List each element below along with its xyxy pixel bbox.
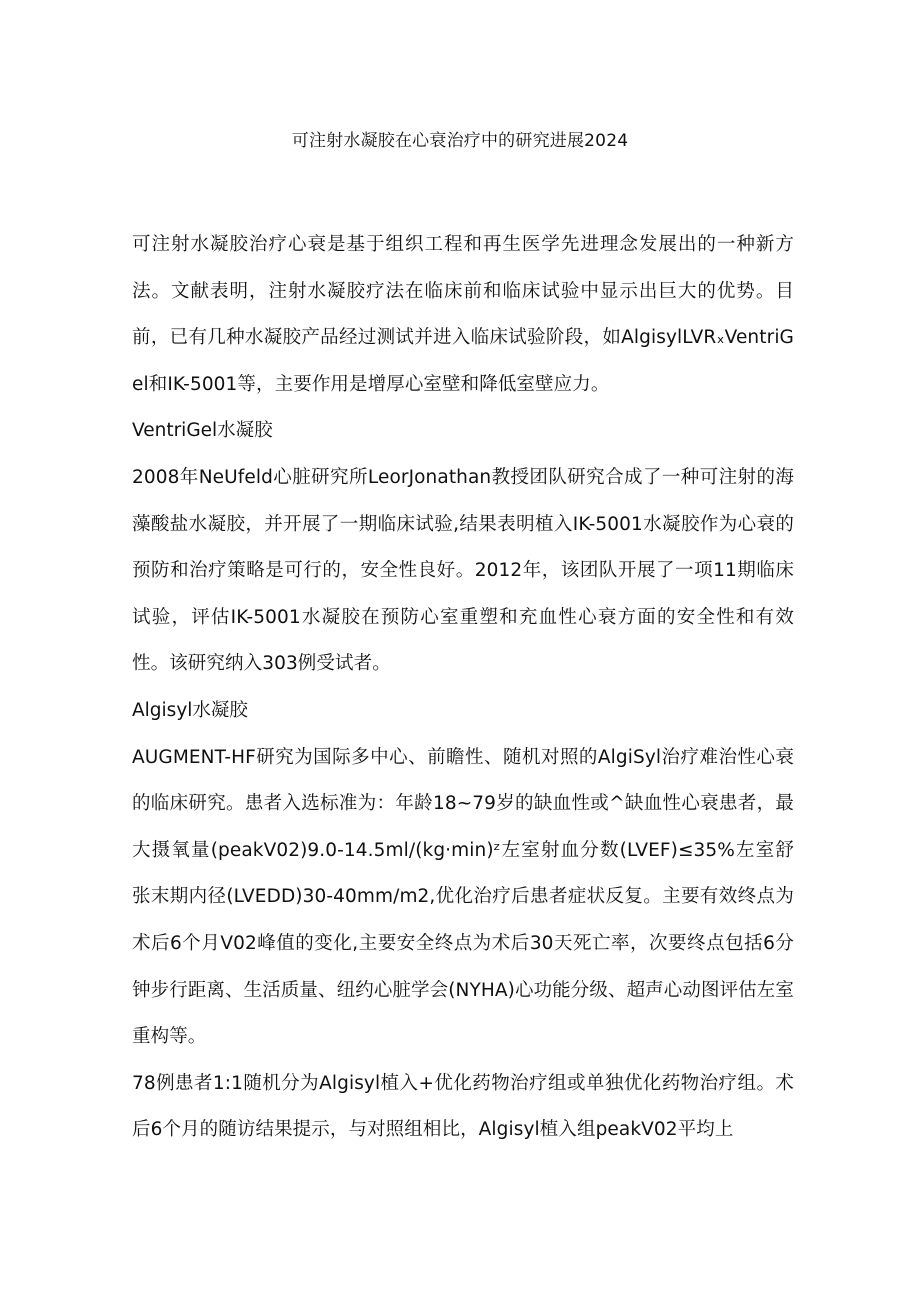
paragraph-ventrigel: 2008年NeUfeld心脏研究所LeorJonathan教授团队研究合成了一种可注射的海藻酸盐水凝胶，并开展了一期临床试验,结果表明植入IK-5001水凝胶作为心衰的预防和治疗策略是可行的，安全性良好。2012年，该团队开展了一项11期临床试验，评估IK-5001水凝胶在预防心室重塑和充血性心衰方面的安全性和有效性。该研究纳入303例受试者。 — [132, 466, 794, 675]
document-title: 可注射水凝胶在心衰治疗中的研究进展2024 — [291, 131, 629, 151]
paragraph-augment-hf: AUGMENT-HF研究为国际多中心、前瞻性、随机对照的AlgiSyl治疗难治性心衰的临床研究。患者入选标准为：年龄18~79岁的缺血性或^缺血性心衰患者，最大摄氧量(peakV02)9.0-14.5ml/(kg·min)ᶻ左室射血分数(LVEF)≤35%左室舒张末期内径(LVEDD)30-40mm∕m2,优化治疗后患者症状反复。主要有效终点为术后6个月V02峰值的变化,主要安全终点为术后30天死亡率，次要终点包括6分钟步行距离、生活质量、纽约心脏学会(NYHA)心功能分级、超声心动图评估左室重构等。 — [132, 746, 794, 1048]
document-body — [132, 222, 794, 1154]
paragraph-intro: 可注射水凝胶治疗心衰是基于组织工程和再生医学先进理念发展出的一种新方法。文献表明，注射水凝胶疗法在临床前和临床试验中显示出巨大的优势。目前，已有几种水凝胶产品经过测试并进入临床试验阶段，如AlgisylLVRₓVentriGel和IK-5001等，主要作用是增厚心室壁和降低室壁应力。 — [132, 234, 794, 395]
paragraph-results: 78例患者1:1随机分为Algisyl植入+优化药物治疗组或单独优化药物治疗组。术后6个月的随访结果提示，与对照组相比，Algisyl植入组peakV02平均上 — [132, 1072, 794, 1141]
section-heading-algisyl: Algisyl水凝胶 — [132, 699, 248, 721]
section-heading-ventrigel: VentriGel水凝胶 — [132, 420, 273, 442]
